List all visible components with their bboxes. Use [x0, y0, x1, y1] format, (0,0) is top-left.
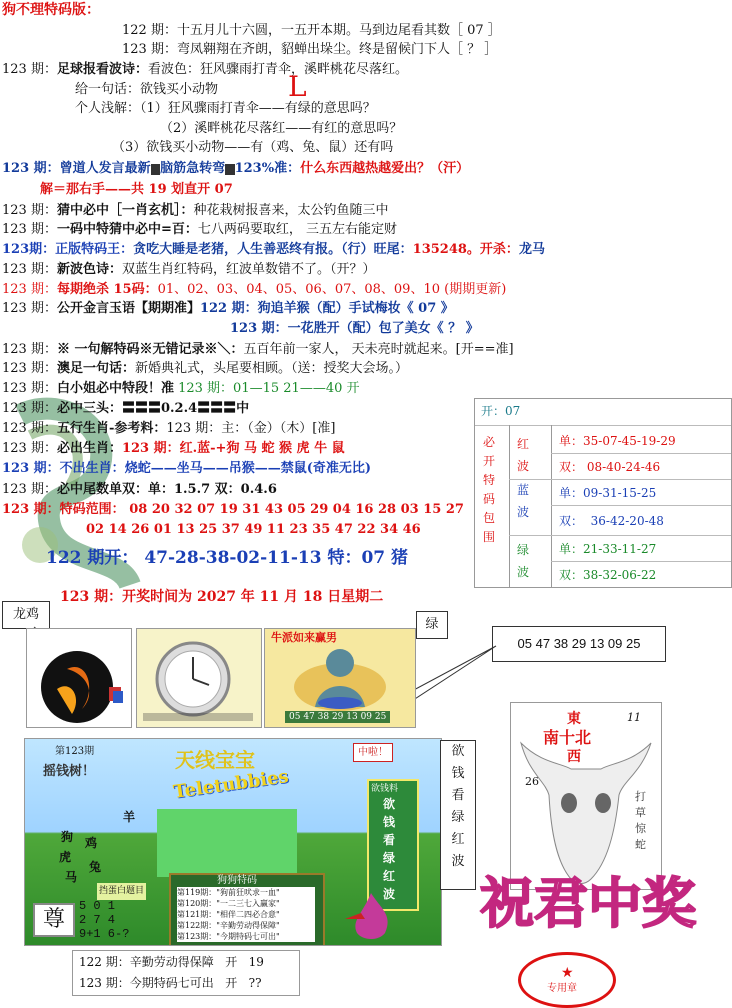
b: 公开金言玉语【期期准】	[56, 301, 200, 316]
c: 123%准：	[234, 161, 301, 176]
c: 19	[248, 955, 264, 969]
buddha-banner: 牛派如来赢男	[271, 631, 337, 644]
color-wave-table	[474, 398, 732, 588]
b: 特码范围：	[59, 502, 125, 517]
d: 什么东西越热越爱出？（汗）	[300, 161, 470, 176]
side-head: 欲钱料	[371, 784, 399, 794]
c: 123 期：01—15 21——40 开	[178, 381, 360, 396]
tele-animal-4: 马	[65, 870, 78, 884]
skull-11: 11	[627, 711, 641, 724]
c: 烧蛇——坐马——吊猴——禁鼠(奇准无比)	[124, 461, 371, 476]
green-single	[559, 541, 656, 557]
panel-teletubbies	[24, 738, 442, 946]
a: 123 期：	[2, 421, 57, 436]
a: 123 期：曾道人发言最新	[2, 161, 151, 176]
tele-green-block	[157, 809, 297, 877]
tele-animal-1: 羊	[123, 810, 136, 824]
c5: 波	[451, 854, 465, 869]
c1: 钱	[383, 815, 396, 829]
c2: 特	[483, 473, 496, 487]
bottom-row	[79, 952, 264, 973]
calc-row: 2 7 4	[79, 913, 116, 927]
tele-zun: 尊	[33, 903, 75, 937]
line-23	[2, 460, 371, 477]
blue-single	[559, 485, 656, 501]
a: 122 期：辛勤劳动得保障	[79, 955, 214, 969]
d: 龙马	[518, 242, 545, 257]
c1: 波	[517, 505, 530, 519]
k: 双：	[559, 460, 584, 474]
a: 123期：正版特码王：	[2, 242, 134, 257]
c: ??	[248, 976, 262, 990]
c3: 绿	[383, 851, 396, 865]
line-18	[2, 360, 408, 377]
a: 123 期：	[2, 282, 57, 297]
tele-subtitle: Teletubbies	[172, 766, 290, 803]
c0: 欲	[451, 744, 465, 759]
callout-longji: 龙鸡	[2, 601, 50, 629]
green-double	[559, 567, 656, 583]
c: 122 期：狗追羊猴（配）手试梅妆《 07 》	[199, 301, 454, 316]
b: 新波色诗：	[56, 262, 122, 277]
c: 种花栽树报喜来，太公钓鱼随三中	[193, 203, 389, 218]
a: 123 期：	[2, 482, 57, 497]
c: 08 20 32 07 19 31 43 05 29 04 16 28 03 15 27	[129, 502, 464, 517]
c0: 绿	[517, 543, 530, 557]
line-11	[2, 221, 397, 238]
c0: 打	[635, 790, 646, 803]
c: 新婚典礼式，头尾要相顾。（送：授奖大会场。）	[134, 361, 408, 376]
tele-animal-5: 兔	[89, 860, 102, 874]
callout-numbers: 05 47 38 29 13 09 25	[492, 626, 666, 662]
line-20	[2, 400, 249, 417]
k: 单：	[559, 542, 584, 556]
red-single	[559, 433, 676, 449]
b: 白小姐必中特段！准	[56, 381, 174, 396]
seal-star-icon: ★	[561, 965, 574, 981]
c4: 红	[451, 832, 465, 847]
panel-emblem	[26, 628, 132, 728]
red-double	[559, 459, 660, 475]
c: 〓〓〓0.2.4〓〓〓中	[121, 401, 250, 416]
line-10	[2, 202, 388, 219]
c0: 蓝	[517, 483, 530, 497]
a: 123 期：	[2, 222, 57, 237]
c2: 看	[451, 788, 465, 803]
callout-yuqian	[440, 740, 476, 890]
blue-double	[559, 513, 664, 529]
seal-label: 专用章	[547, 983, 577, 994]
c1: 开	[483, 454, 496, 468]
skull-26: 26	[525, 775, 539, 788]
board-line: 第123期："今期特码七可出"	[177, 932, 280, 941]
c2: 惊	[635, 822, 646, 835]
k: 双：	[559, 514, 584, 528]
c4: 红	[383, 869, 396, 883]
line-21	[2, 420, 335, 437]
tele-call: 摇钱树！	[43, 764, 96, 779]
b: 猜中必中［一肖玄机］：	[56, 203, 194, 218]
blue-wave-label	[517, 479, 529, 523]
a: 123 期：	[2, 461, 60, 476]
line-1: 122 期：十五月儿十六圆，一五开本期。马到边尾看其数［ 07 ］	[122, 23, 501, 38]
b: 贪吃大睡是老猪，人生善恶终有报。（行）旺尾：	[133, 242, 413, 257]
tele-fire-icon	[341, 889, 401, 943]
a: 123 期：	[2, 301, 57, 316]
b: 必中尾数单双：	[56, 482, 148, 497]
line-2: 123 期：弯凤翱翔在齐朗，貂蝉出垛尘。终是留候门下人［ ？ ］	[122, 42, 498, 57]
a: 123 期：	[2, 381, 57, 396]
b: 必出生肖：	[56, 441, 122, 456]
line-8: 123 期：曾道人发言最新■脑筋急转弯■123%准：什么东西越热越爱出？（汗）	[2, 161, 470, 176]
b: 澳足一句话：	[56, 361, 135, 376]
tele-animal-0: 狗	[61, 830, 74, 844]
a: 123 期：	[2, 262, 57, 277]
line-15	[2, 300, 454, 317]
b: 不出生肖：	[59, 461, 125, 476]
board-line: 第122期："辛勤劳动得保障"	[177, 921, 280, 930]
b: 一码中特猜中必中=百：	[56, 222, 198, 237]
panel-skull	[510, 702, 662, 890]
v: 38-32-06-22	[583, 568, 657, 582]
k: 单：	[559, 434, 584, 448]
b: 必中三头：	[56, 401, 122, 416]
wish-text: 祝君中奖	[480, 871, 696, 935]
a: 123 期：	[2, 502, 60, 517]
line-5: 个人浅解：（1）狂风骤雨打青伞——有绿的意思吗？	[75, 101, 376, 116]
k: 单：	[559, 486, 584, 500]
c: 123 期：红.蓝-+狗 马 蛇 猴 虎 牛 鼠	[121, 441, 345, 456]
tele-tag: 中啦！	[353, 743, 393, 762]
panel-clock	[136, 628, 262, 728]
c: 双蓝生肖红特码，红波单数错不了。（开？）	[121, 262, 376, 277]
c: 七八两码要取红， 三五左右能定财	[197, 222, 397, 237]
calc-row: 9+1 6-?	[79, 927, 130, 941]
line-22	[2, 440, 345, 457]
a: 123 期：	[2, 441, 57, 456]
line-9: 解＝那右手——共 19 划直开 07	[40, 182, 233, 197]
c: 123 期：主：（金）（木）[准]	[166, 421, 336, 436]
b: ※ 一句解特码※无错记录※＼：	[56, 342, 244, 357]
b: 脑筋急转弯	[160, 161, 226, 176]
period: 123 期：	[2, 62, 57, 77]
tele-animal-3: 鸡	[85, 836, 98, 850]
c: 135248。开杀：	[412, 242, 519, 257]
c5: 波	[383, 887, 396, 901]
line-12	[2, 241, 545, 258]
c: 单：1.5.7 双：0.4.6	[147, 482, 277, 497]
skull-nsw: 南十北	[543, 728, 592, 747]
panel-buddha	[264, 628, 416, 728]
c1: 波	[517, 565, 530, 579]
v: 08-40-24-46	[586, 460, 661, 474]
side-text	[383, 795, 399, 903]
side-label	[483, 433, 499, 547]
line-24	[2, 481, 277, 498]
red-wave-label	[517, 433, 529, 477]
b: 开	[225, 976, 238, 990]
board-line: 第121期："相伴二四必合意"	[177, 910, 280, 919]
b: 每期绝杀 15码：	[56, 282, 158, 297]
c: 五百年前一家人， 天未亮时就起来。[开==准]	[243, 342, 514, 357]
line-13	[2, 261, 375, 278]
board-lines	[177, 887, 315, 942]
seal-stamp	[518, 952, 616, 1008]
c5: 围	[483, 530, 496, 544]
c1: 钱	[451, 766, 465, 781]
c3: 蛇	[635, 838, 646, 851]
a: 123 期：	[2, 401, 57, 416]
label: 足球报看波诗：	[56, 62, 148, 77]
a: 123 期：	[2, 342, 57, 357]
tele-board	[169, 873, 325, 946]
c0: 必	[483, 435, 496, 449]
tele-animal-2: 虎	[59, 850, 72, 864]
line-26: 02 14 26 01 13 25 37 49 11 23 35 47 22 34 46	[86, 522, 421, 537]
k: 双：	[559, 568, 584, 582]
v: 35-07-45-19-29	[583, 434, 676, 448]
bottom-row	[79, 973, 262, 994]
v: 09-31-15-25	[583, 486, 657, 500]
c3: 码	[483, 492, 496, 506]
text: 看波色：狂风骤雨打青伞，溪畔桃花尽落红。	[147, 62, 408, 77]
c2: 看	[383, 833, 396, 847]
line-25	[2, 501, 464, 518]
buddha-strip: 05 47 38 29 13 09 25	[285, 711, 390, 723]
line-3	[2, 61, 408, 78]
line-17	[2, 341, 514, 358]
skull-west: 西	[567, 749, 581, 765]
board-line: 第120期："一二三七入赢家"	[177, 899, 280, 908]
line-4: 给一句话：欲钱买小动物	[75, 82, 219, 97]
page-title: 狗不理特码版：	[2, 2, 100, 18]
green-wave-label	[517, 539, 529, 583]
line-6: （2）溪畔桃花尽落红——有红的意思吗？	[160, 121, 403, 136]
open-number: 开：07	[481, 404, 521, 418]
line-16: 123 期：一花胜开（配）包了美女《 ？ 》	[230, 321, 479, 336]
c1: 波	[517, 459, 530, 473]
c3: 绿	[451, 810, 465, 825]
red-l-mark: L	[288, 70, 307, 103]
tele-title: 天线宝宝	[175, 748, 255, 772]
line-14	[2, 281, 506, 298]
tele-label: 挡蛋白题目	[97, 883, 146, 900]
c0: 红	[517, 437, 530, 451]
tele-period: 第123期	[55, 746, 95, 757]
skull-east: 東	[567, 711, 581, 727]
callout-lv: 绿	[416, 611, 448, 639]
a: 123 期：今期特码七可出	[79, 976, 214, 990]
v: 21-33-11-27	[583, 542, 657, 556]
tele-calc	[79, 899, 129, 941]
skull-vertical	[635, 789, 649, 853]
bottom-result-box	[72, 950, 300, 996]
a: 123 期：	[2, 203, 57, 218]
c: 01、02、03、04、05、06、07、08、09、10 (期期更新)	[157, 282, 507, 297]
board-title: 狗狗特码	[217, 875, 257, 886]
b: 五行生肖-参考料：	[56, 421, 167, 436]
line-7: （3）欲钱买小动物——有（鸡、兔、鼠）还有吗	[112, 140, 394, 155]
board-line: 第119期："狗前狂吠求一血"	[177, 888, 280, 897]
c4: 包	[483, 511, 496, 525]
calc-row: 5 0 1	[79, 899, 116, 913]
a: 123 期：	[2, 361, 57, 376]
line-27-result: 122 期开： 47-28-38-02-11-13 特：07 猪	[46, 548, 409, 568]
v: 36-42-20-48	[590, 514, 664, 528]
c1: 草	[635, 806, 646, 819]
c0: 欲	[383, 797, 396, 811]
line-28-draw-time: 123 期：开奖时间为 2027 年 11 月 18 日星期二	[60, 589, 384, 605]
b: 开	[225, 955, 238, 969]
